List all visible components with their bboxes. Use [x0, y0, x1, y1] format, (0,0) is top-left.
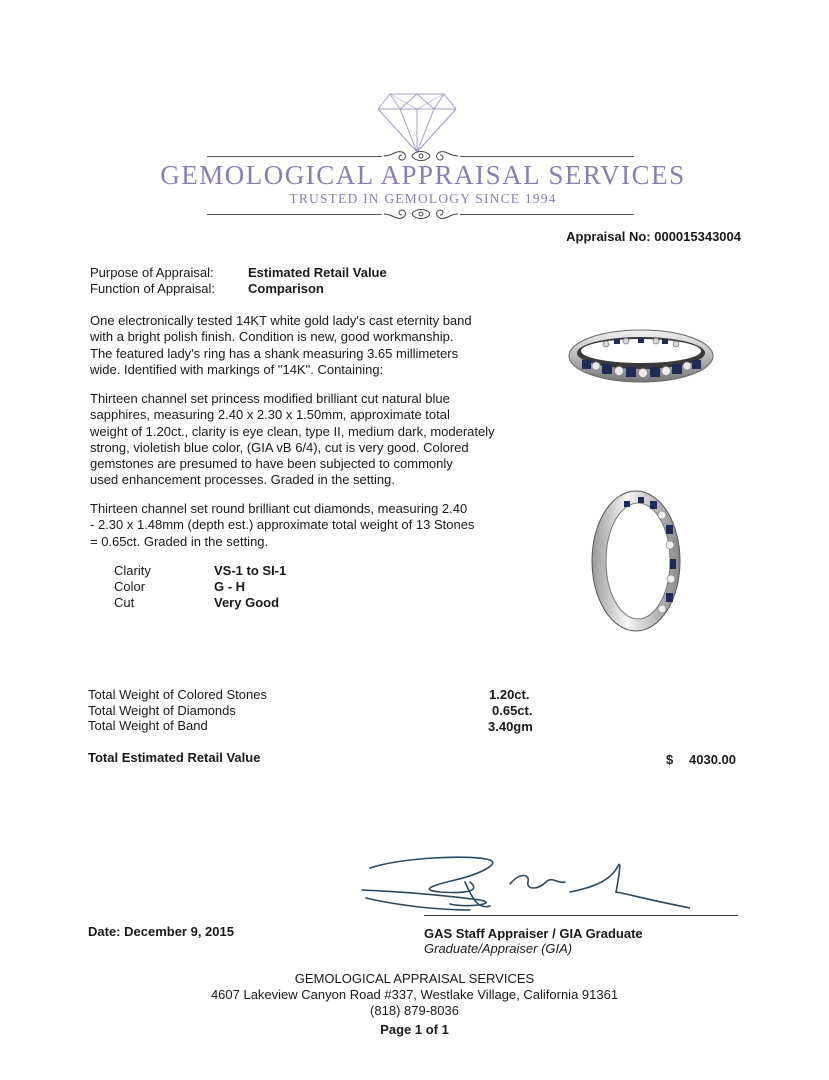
sapphire-line: used enhancement processes. Graded in the setting. — [90, 472, 395, 488]
grade-color-label: Color — [114, 579, 146, 594]
footer-phone: (818) 879-8036 — [370, 1003, 459, 1018]
grade-color-value: G - H — [214, 579, 246, 594]
footer-address: 4607 Lakeview Canyon Road #337, Westlake Village, California 91361 — [210, 987, 619, 1002]
purpose-label: Purpose of Appraisal: — [90, 265, 214, 280]
grade-cut-value: Very Good — [214, 595, 280, 610]
footer-company: GEMOLOGICAL APPRAISAL SERVICES — [294, 971, 535, 986]
description-line: with a bright polish finish. Condition is new, good workmanship. — [90, 329, 454, 345]
sapphire-line: gemstones are presumed to have been subjected to commonly — [90, 456, 453, 472]
ring-image-side — [584, 487, 684, 637]
signer-title: GAS Staff Appraiser / GIA Graduate — [424, 926, 643, 941]
diamond-line: = 0.65ct. Graded in the setting. — [90, 533, 269, 549]
sapphire-line: Thirteen channel set princess modified brilliant cut natural blue — [90, 391, 450, 406]
sapphire-line: sapphires, measuring 2.40 x 2.30 x 1.50mm, approximate total — [90, 407, 450, 423]
appraisal-number: Appraisal No: 000015343004 — [566, 229, 741, 244]
header-rule-bottom-left — [207, 214, 382, 215]
total-colored-value: 1.20ct. — [489, 687, 530, 702]
description-line: One electronically tested 14KT white gold lady's cast eternity band — [90, 313, 472, 328]
function-value: Comparison — [248, 281, 324, 296]
grade-clarity-label: Clarity — [114, 563, 151, 578]
sapphire-description — [90, 391, 495, 489]
total-band-label: Total Weight of Band — [88, 718, 208, 733]
description-line: wide. Identified with markings of "14K". Containing: — [90, 361, 384, 377]
function-label: Function of Appraisal: — [90, 281, 216, 296]
header-rule-top-left — [207, 156, 382, 157]
diamond-icon — [376, 92, 458, 154]
total-value-amount: 4030.00 — [689, 752, 736, 767]
signature-line — [424, 915, 738, 916]
diamond-line: Thirteen channel set round brilliant cut diamonds, measuring 2.40 — [90, 501, 468, 516]
grade-cut-label: Cut — [114, 595, 135, 610]
signature — [360, 852, 690, 914]
description-line: The featured lady's ring has a shank measuring 3.65 millimeters — [90, 345, 459, 361]
total-band-value: 3.40gm — [488, 719, 533, 734]
purpose-value: Estimated Retail Value — [248, 265, 387, 280]
total-value-currency: $ — [666, 752, 674, 767]
total-value-label: Total Estimated Retail Value — [88, 750, 261, 765]
sapphire-line: weight of 1.20ct., clarity is eye clean, type II, medium dark, moderately — [90, 423, 495, 439]
diamond-description — [90, 501, 474, 550]
appraisal-date: Date: December 9, 2015 — [88, 924, 234, 939]
header-rule-top-right — [460, 156, 634, 157]
page-number: Page 1 of 1 — [380, 1022, 449, 1037]
grade-clarity-value: VS-1 to SI-1 — [214, 563, 287, 578]
signer-subtitle: Graduate/Appraiser (GIA) — [424, 941, 573, 956]
company-tagline: TRUSTED IN GEMOLOGY SINCE 1994 — [289, 191, 557, 206]
total-diamonds-label: Total Weight of Diamonds — [88, 703, 236, 718]
company-name: GEMOLOGICAL APPRAISAL SERVICES — [160, 160, 686, 190]
sapphire-line: strong, violetish blue color, (GIA vB 6/4), cut is very good. Colored — [90, 439, 469, 455]
item-description — [90, 313, 472, 378]
total-colored-label: Total Weight of Colored Stones — [88, 687, 267, 702]
header-rule-bottom-right — [460, 214, 634, 215]
scroll-ornament-icon — [382, 204, 460, 224]
ring-image-top — [566, 322, 716, 394]
diamond-line: - 2.30 x 1.48mm (depth est.) approximate total weight of 13 Stones — [90, 517, 475, 533]
total-diamonds-value: 0.65ct. — [492, 703, 533, 718]
